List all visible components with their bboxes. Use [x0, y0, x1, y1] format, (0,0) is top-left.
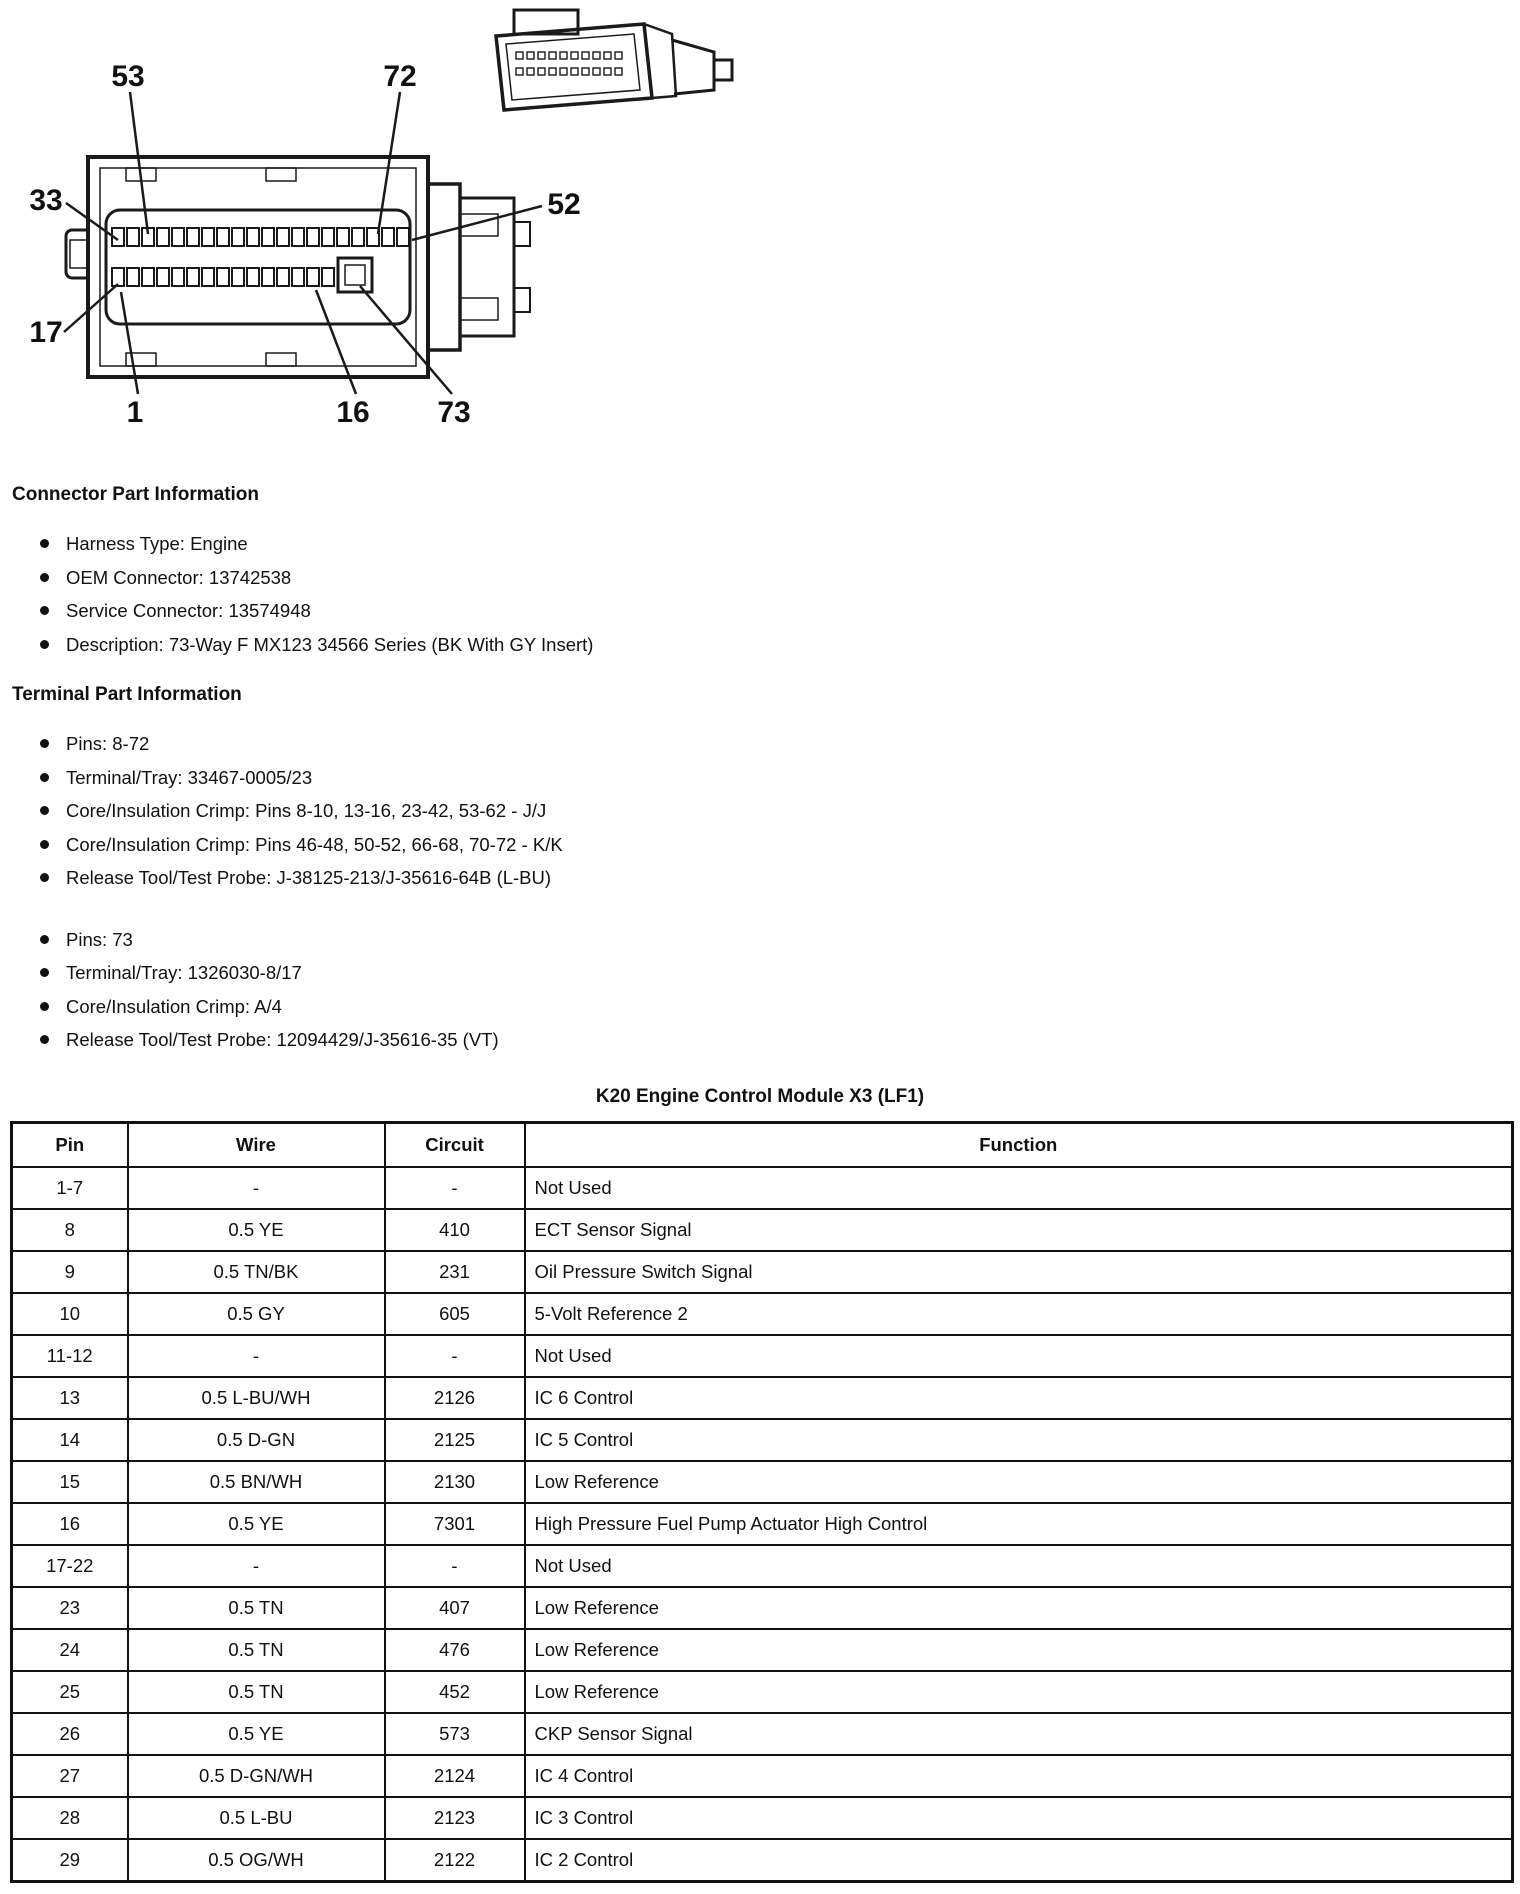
cell-function: Low Reference — [525, 1671, 1513, 1713]
cell-pin: 16 — [12, 1503, 128, 1545]
cell-circuit: 407 — [385, 1587, 525, 1629]
pin-label-33: 33 — [29, 184, 63, 217]
cell-pin: 1-7 — [12, 1167, 128, 1209]
cell-pin: 10 — [12, 1293, 128, 1335]
table-row — [12, 1419, 1513, 1461]
table-row — [12, 1629, 1513, 1671]
cell-pin: 28 — [12, 1797, 128, 1839]
cell-wire: 0.5 YE — [128, 1503, 385, 1545]
pinout-table-title: K20 Engine Control Module X3 (LF1) — [595, 1085, 925, 1107]
cell-function: IC 3 Control — [525, 1797, 1513, 1839]
cell-function: Not Used — [525, 1167, 1513, 1209]
cell-wire: 0.5 YE — [128, 1209, 385, 1251]
cell-function: Low Reference — [525, 1629, 1513, 1671]
table-row — [12, 1377, 1513, 1419]
cell-circuit: 7301 — [385, 1503, 525, 1545]
cell-function: Low Reference — [525, 1587, 1513, 1629]
cell-function: Not Used — [525, 1335, 1513, 1377]
bullet-item: OEM Connector: 13742538 — [40, 561, 1512, 595]
terminal-part-info-list-1 — [8, 727, 1512, 895]
cell-wire: - — [128, 1545, 385, 1587]
cell-circuit: 452 — [385, 1671, 525, 1713]
terminal-73 — [338, 258, 372, 292]
cell-function: Not Used — [525, 1545, 1513, 1587]
cell-function: ECT Sensor Signal — [525, 1209, 1513, 1251]
cell-circuit: - — [385, 1545, 525, 1587]
cell-wire: 0.5 TN — [128, 1671, 385, 1713]
cell-wire: 0.5 D-GN — [128, 1419, 385, 1461]
cell-pin: 8 — [12, 1209, 128, 1251]
terminal-part-info-heading: Terminal Part Information — [12, 684, 242, 705]
bullet-item: Release Tool/Test Probe: 12094429/J-35616-35 (VT) — [40, 1023, 1512, 1057]
cell-circuit: 2123 — [385, 1797, 525, 1839]
cell-wire: 0.5 OG/WH — [128, 1839, 385, 1881]
cell-wire: 0.5 L-BU — [128, 1797, 385, 1839]
cell-wire: 0.5 TN — [128, 1587, 385, 1629]
bullet-item: Terminal/Tray: 1326030-8/17 — [40, 956, 1512, 990]
cell-circuit: 2126 — [385, 1377, 525, 1419]
cell-circuit: 231 — [385, 1251, 525, 1293]
cell-pin: 26 — [12, 1713, 128, 1755]
bullet-item: Description: 73-Way F MX123 34566 Series (BK With GY Insert) — [40, 628, 1512, 662]
bullet-item: Pins: 8-72 — [40, 727, 1512, 761]
pin-label-73: 73 — [437, 396, 471, 429]
pin-label-1: 1 — [126, 396, 144, 429]
cell-function: IC 2 Control — [525, 1839, 1513, 1881]
bullet-item: Core/Insulation Crimp: A/4 — [40, 990, 1512, 1024]
terminal-row-bottom — [112, 268, 334, 286]
terminal-row-top — [112, 228, 409, 246]
cell-circuit: 410 — [385, 1209, 525, 1251]
cell-circuit: - — [385, 1167, 525, 1209]
table-row — [12, 1671, 1513, 1713]
cell-pin: 27 — [12, 1755, 128, 1797]
column-header-pin: Pin — [12, 1122, 128, 1167]
pin-label-16: 16 — [336, 396, 370, 429]
cell-wire: - — [128, 1167, 385, 1209]
pin-label-72: 72 — [383, 60, 417, 93]
cell-function: 5-Volt Reference 2 — [525, 1293, 1513, 1335]
cell-pin: 9 — [12, 1251, 128, 1293]
cell-pin: 15 — [12, 1461, 128, 1503]
cell-function: IC 4 Control — [525, 1755, 1513, 1797]
cell-wire: 0.5 L-BU/WH — [128, 1377, 385, 1419]
connector-part-info-list — [8, 527, 1512, 661]
table-row — [12, 1251, 1513, 1293]
cell-wire: 0.5 GY — [128, 1293, 385, 1335]
bullet-item: Core/Insulation Crimp: Pins 46-48, 50-52, 66-68, 70-72 - K/K — [40, 828, 1512, 862]
table-row — [12, 1755, 1513, 1797]
table-row — [12, 1797, 1513, 1839]
bullet-item: Core/Insulation Crimp: Pins 8-10, 13-16, 23-42, 53-62 - J/J — [40, 794, 1512, 828]
cell-function: IC 6 Control — [525, 1377, 1513, 1419]
pin-label-52: 52 — [547, 188, 581, 221]
bullet-item: Service Connector: 13574948 — [40, 594, 1512, 628]
cell-circuit: 573 — [385, 1713, 525, 1755]
cell-pin: 17-22 — [12, 1545, 128, 1587]
cell-wire: 0.5 YE — [128, 1713, 385, 1755]
table-row — [12, 1209, 1513, 1251]
cell-circuit: 2124 — [385, 1755, 525, 1797]
pin-label-17: 17 — [29, 316, 63, 349]
bullet-item: Terminal/Tray: 33467-0005/23 — [40, 761, 1512, 795]
pinout-table — [10, 1121, 1514, 1883]
cell-wire: 0.5 BN/WH — [128, 1461, 385, 1503]
table-row — [12, 1545, 1513, 1587]
table-row — [12, 1503, 1513, 1545]
table-row — [12, 1335, 1513, 1377]
cell-pin: 11-12 — [12, 1335, 128, 1377]
cell-pin: 29 — [12, 1839, 128, 1881]
table-row — [12, 1839, 1513, 1881]
bullet-item: Pins: 73 — [40, 923, 1512, 957]
cell-wire: - — [128, 1335, 385, 1377]
terminal-part-info-list-2 — [8, 923, 1512, 1057]
cell-pin: 14 — [12, 1419, 128, 1461]
cell-pin: 24 — [12, 1629, 128, 1671]
cell-circuit: 2130 — [385, 1461, 525, 1503]
table-row — [12, 1167, 1513, 1209]
bullet-item: Release Tool/Test Probe: J-38125-213/J-35616-64B (L-BU) — [40, 861, 1512, 895]
cell-circuit: 605 — [385, 1293, 525, 1335]
cell-wire: 0.5 TN/BK — [128, 1251, 385, 1293]
cell-function: IC 5 Control — [525, 1419, 1513, 1461]
cell-function: Oil Pressure Switch Signal — [525, 1251, 1513, 1293]
connector-part-info-heading: Connector Part Information — [12, 484, 260, 505]
cell-circuit: 476 — [385, 1629, 525, 1671]
cell-circuit: 2122 — [385, 1839, 525, 1881]
cell-function: Low Reference — [525, 1461, 1513, 1503]
cell-wire: 0.5 D-GN/WH — [128, 1755, 385, 1797]
table-row — [12, 1293, 1513, 1335]
cell-pin: 25 — [12, 1671, 128, 1713]
cell-pin: 13 — [12, 1377, 128, 1419]
cell-circuit: - — [385, 1335, 525, 1377]
column-header-wire: Wire — [128, 1122, 385, 1167]
cell-function: High Pressure Fuel Pump Actuator High Control — [525, 1503, 1513, 1545]
cell-circuit: 2125 — [385, 1419, 525, 1461]
column-header-function: Function — [525, 1122, 1513, 1167]
table-row — [12, 1461, 1513, 1503]
cell-wire: 0.5 TN — [128, 1629, 385, 1671]
header-row — [12, 1122, 1513, 1167]
table-row — [12, 1587, 1513, 1629]
cell-pin: 23 — [12, 1587, 128, 1629]
table-row — [12, 1713, 1513, 1755]
column-header-circuit: Circuit — [385, 1122, 525, 1167]
pin-label-53: 53 — [111, 60, 145, 93]
connector-diagram — [8, 0, 768, 455]
cell-function: CKP Sensor Signal — [525, 1713, 1513, 1755]
connector-3d-view — [496, 10, 732, 110]
bullet-item: Harness Type: Engine — [40, 527, 1512, 561]
group-gap — [8, 901, 1512, 923]
